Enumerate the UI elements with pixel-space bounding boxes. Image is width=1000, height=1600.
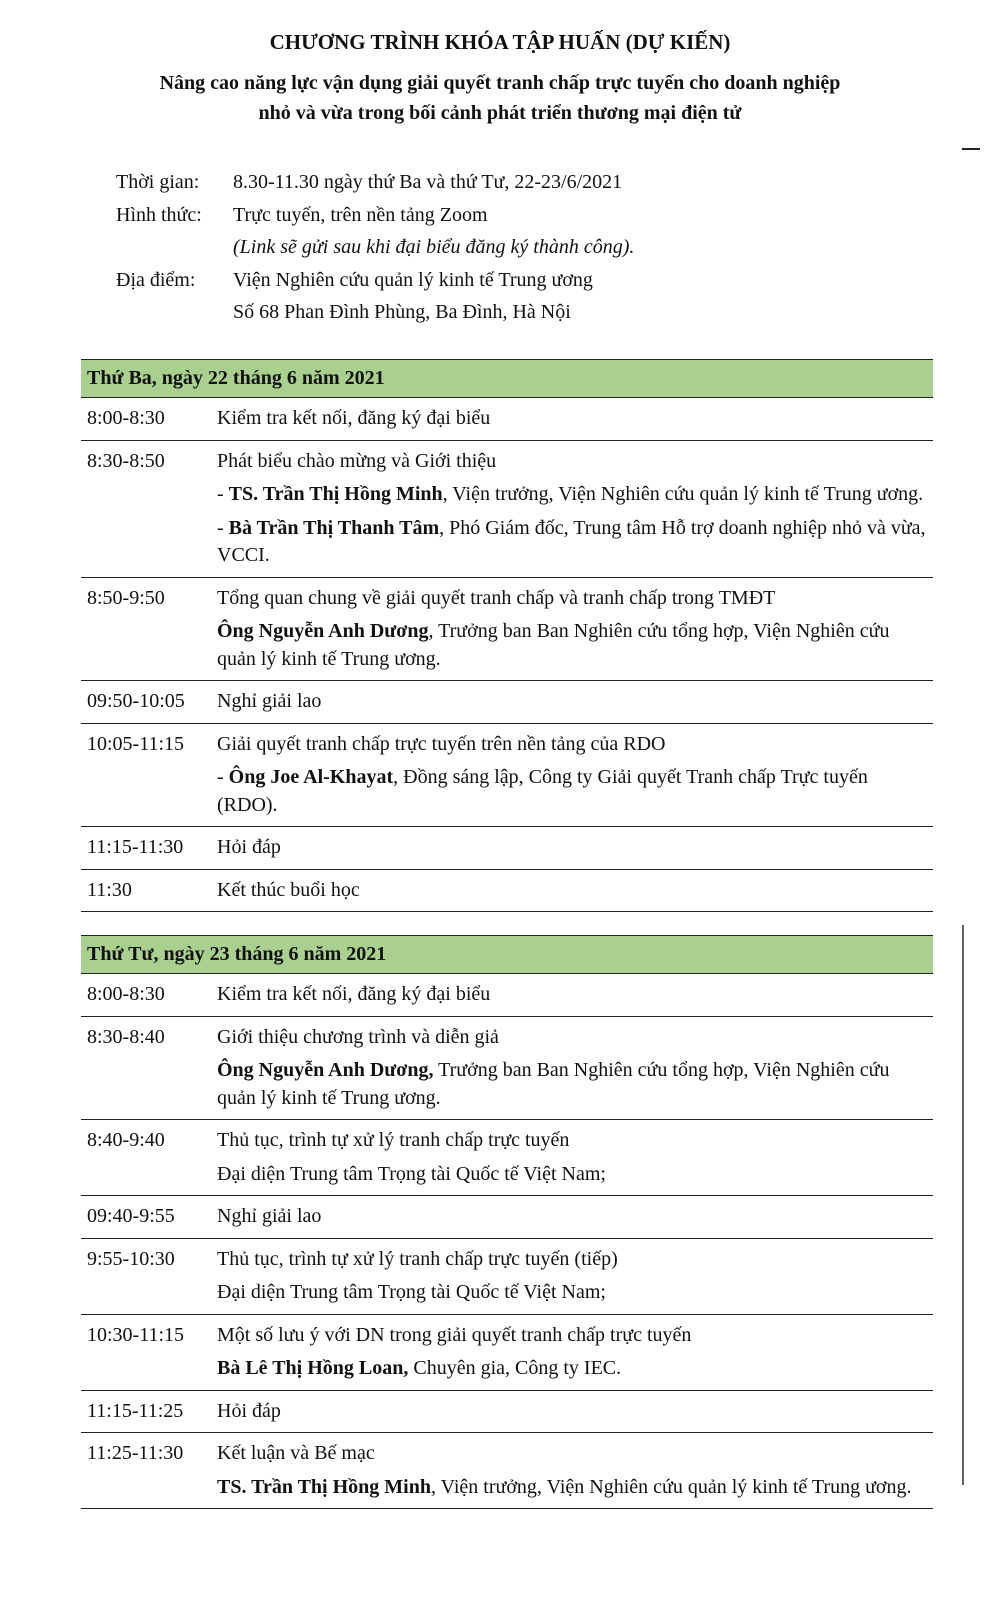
agenda-row [81, 398, 933, 441]
speaker-prefix: - [217, 516, 229, 539]
agenda-title: Phát biểu chào mừng và Giới thiệu [217, 449, 497, 472]
time-label: Thời gian: [116, 171, 200, 193]
agenda-time: 09:50-10:05 [81, 681, 211, 724]
agenda-title: Kiểm tra kết nối, đăng ký đại biểu [217, 983, 491, 1005]
speaker-prefix: - [217, 766, 229, 788]
agenda-time: 09:40-9:55 [81, 1196, 211, 1239]
subtitle-line-1: Nâng cao năng lực vận dụng giải quyết tranh chấp trực tuyến cho doanh nghiệp [159, 72, 841, 94]
format-note: (Link sẽ gửi sau khi đại biểu đăng ký thành công). [233, 236, 635, 258]
venue-address-row [116, 296, 634, 329]
speaker-entry [217, 481, 927, 509]
agenda-row [81, 869, 933, 912]
speaker-name: Ông Nguyễn Anh Dương, [217, 1059, 434, 1081]
speaker-entry [217, 1474, 927, 1502]
speaker-name: Bà Trần Thị Thanh Tâm [228, 516, 440, 539]
venue-address: Số 68 Phan Đình Phùng, Ba Đình, Hà Nội [233, 301, 571, 323]
agenda-time: 11:15-11:30 [81, 827, 211, 870]
agenda-row [81, 440, 933, 577]
agenda-title: Kết thúc buổi học [217, 878, 360, 901]
speaker-role: , Viện trưởng, Viện Nghiên cứu quản lý kinh tế Trung ương. [430, 1475, 912, 1498]
agenda-row [81, 1196, 933, 1239]
document-title: CHƯƠNG TRÌNH KHÓA TẬP HUẤN (DỰ KIẾN) [269, 30, 731, 54]
agenda-row [81, 1433, 933, 1509]
speaker-entry [217, 1355, 927, 1383]
agenda-title: Thủ tục, trình tự xử lý tranh chấp trực tuyến [217, 1129, 570, 1151]
agenda-time: 11:30 [81, 869, 211, 912]
agenda-row [81, 1390, 933, 1433]
agenda-title: Tổng quan chung về giải quyết tranh chấp và tranh chấp trong TMĐT [217, 586, 776, 609]
agenda-note: Đại diện Trung tâm Trọng tài Quốc tế Việt Nam; [217, 1162, 606, 1185]
speaker-role: , Đồng sáng lập, Công ty Giải quyết Tranh chấp Trực tuyến (RDO). [217, 766, 868, 816]
agenda-row [81, 1120, 933, 1196]
agenda-title: Giải quyết tranh chấp trực tuyến trên nền tảng của RDO [217, 732, 666, 755]
document-subtitle [110, 68, 890, 128]
agenda-time: 8:40-9:40 [81, 1120, 211, 1196]
speaker-role: Trưởng ban Ban Nghiên cứu tổng hợp, Viện Nghiên cứu quản lý kinh tế Trung ương. [217, 1059, 890, 1109]
speaker-entry [217, 764, 927, 819]
venue-row [116, 264, 634, 297]
agenda-time: 8:50-9:50 [81, 577, 211, 681]
agenda-row [81, 723, 933, 827]
day1-heading: Thứ Ba, ngày 22 tháng 6 năm 2021 [81, 360, 933, 398]
venue-value: Viện Nghiên cứu quản lý kinh tế Trung ương [233, 268, 593, 291]
agenda-title: Nghỉ giải lao [217, 1205, 322, 1227]
agenda-time: 9:55-10:30 [81, 1238, 211, 1314]
agenda-row [81, 974, 933, 1017]
agenda-row [81, 577, 933, 681]
agenda-note: Đại diện Trung tâm Trọng tài Quốc tế Việt Nam; [217, 1281, 606, 1303]
day2-heading: Thứ Tư, ngày 23 tháng 6 năm 2021 [81, 936, 933, 974]
day1-agenda-table [81, 359, 933, 912]
agenda-row [81, 1016, 933, 1120]
agenda-row [81, 681, 933, 724]
speaker-entry [217, 515, 927, 570]
format-note-row [116, 231, 634, 264]
agenda-row [81, 827, 933, 870]
venue-label: Địa điểm: [116, 268, 196, 291]
agenda-title: Hỏi đáp [217, 1399, 281, 1422]
speaker-name: TS. Trần Thị Hồng Minh [228, 483, 443, 505]
agenda-title: Nghỉ giải lao [217, 690, 322, 712]
agenda-time: 8:00-8:30 [81, 974, 211, 1017]
agenda-title: Kết luận và Bế mạc [217, 1442, 375, 1464]
speaker-role: , Phó Giám đốc, Trung tâm Hỗ trợ doanh nghiệp nhỏ và vừa, VCCI. [217, 516, 926, 566]
day2-agenda-table [81, 935, 933, 1509]
agenda-title: Một số lưu ý với DN trong giải quyết tranh chấp trực tuyến [217, 1323, 692, 1346]
format-label: Hình thức: [116, 203, 202, 226]
speaker-name: Ông Joe Al-Khayat [228, 766, 394, 788]
agenda-time: 8:00-8:30 [81, 398, 211, 441]
speaker-role: , Trưởng ban Ban Nghiên cứu tổng hợp, Viện Nghiên cứu quản lý kinh tế Trung ương. [217, 620, 890, 670]
format-value: Trực tuyến, trên nền tảng Zoom [233, 203, 488, 226]
format-row [116, 199, 634, 232]
speaker-role: Chuyên gia, Công ty IEC. [408, 1357, 622, 1379]
agenda-time: 8:30-8:50 [81, 440, 211, 577]
speaker-name: Bà Lê Thị Hồng Loan, [217, 1357, 409, 1379]
agenda-title: Kiểm tra kết nối, đăng ký đại biểu [217, 407, 491, 429]
page-edge-mark [962, 148, 980, 150]
speaker-entry [217, 1057, 927, 1112]
speaker-role: , Viện trưởng, Viện Nghiên cứu quản lý kinh tế Trung ương. [442, 483, 924, 505]
agenda-title: Thủ tục, trình tự xử lý tranh chấp trực tuyến (tiếp) [217, 1247, 618, 1270]
speaker-name: TS. Trần Thị Hồng Minh [217, 1475, 431, 1498]
agenda-title: Hỏi đáp [217, 836, 281, 858]
agenda-time: 8:30-8:40 [81, 1016, 211, 1120]
agenda-time: 11:25-11:30 [81, 1433, 211, 1509]
agenda-row [81, 1238, 933, 1314]
event-info [116, 166, 634, 329]
agenda-title: Giới thiệu chương trình và diễn giả [217, 1025, 499, 1048]
agenda-time: 11:15-11:25 [81, 1390, 211, 1433]
time-value: 8.30-11.30 ngày thứ Ba và thứ Tư, 22-23/6/2021 [233, 171, 623, 193]
agenda-time: 10:30-11:15 [81, 1314, 211, 1390]
speaker-entry [217, 618, 927, 673]
speaker-prefix: - [217, 483, 229, 505]
scrollbar-track[interactable] [962, 925, 964, 1485]
agenda-row [81, 1314, 933, 1390]
agenda-time: 10:05-11:15 [81, 723, 211, 827]
subtitle-line-2: nhỏ và vừa trong bối cảnh phát triển thương mại điện tử [258, 102, 742, 124]
time-row [116, 166, 634, 199]
speaker-name: Ông Nguyễn Anh Dương [217, 620, 429, 642]
